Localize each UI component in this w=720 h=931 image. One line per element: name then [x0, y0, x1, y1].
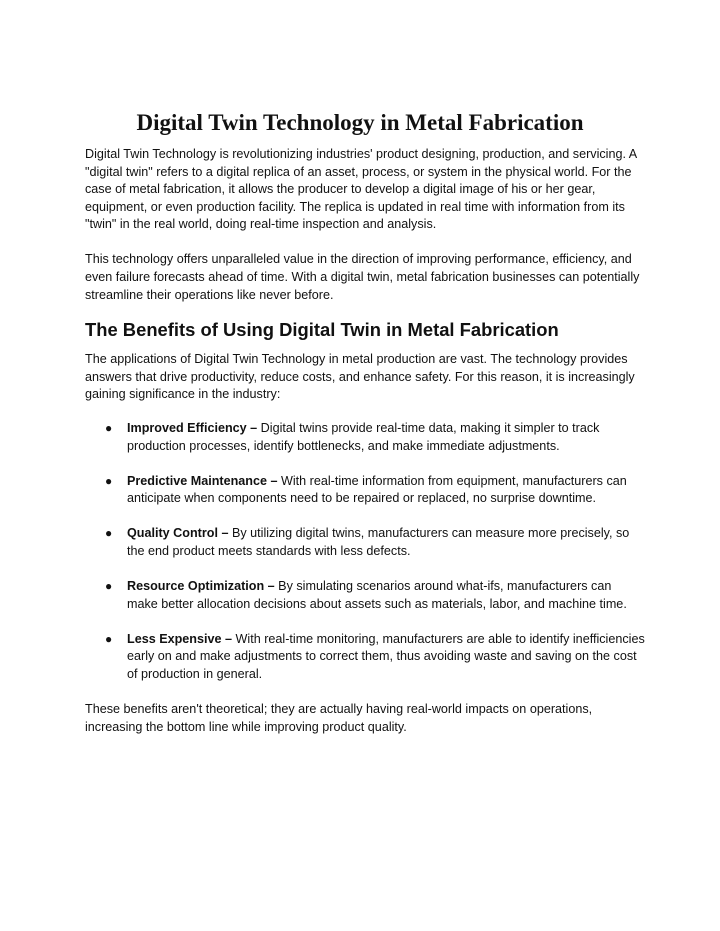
benefit-term: Less Expensive – — [127, 631, 233, 646]
section-lead-paragraph: The applications of Digital Twin Technology in metal production are vast. The technology provides answers that drive productivity, reduce costs, and enhance safety. For this reason, it is increasingly gaining significance in the industry: — [85, 352, 635, 402]
benefit-text: With real-time information from equipment, manufacturers can anticipate when components need to be repaired or replaced, no surprise downtime. — [127, 473, 627, 506]
benefit-term: Resource Optimization – — [127, 579, 275, 594]
benefits-list — [85, 420, 645, 684]
benefit-text: By utilizing digital twins, manufacturers can measure more precisely, so the end product meets standards with less defects. — [127, 526, 630, 558]
bullet-icon: ● — [105, 579, 113, 594]
benefit-text: With real-time monitoring, manufacturers are able to identify inefficiencies early on and make adjustments to correct them, thus avoiding waste and saving on the cost of production in general. — [127, 631, 645, 681]
bullet-icon: ● — [105, 631, 113, 646]
intro-paragraph-1: Digital Twin Technology is revolutionizing industries' product designing, production, and servicing. A "digital twin" refers to a digital replica of an asset, process, or system in the physical world. For the case of metal fabrication, it allows the producer to develop a digital image of his or her gear, equipment, or even production facility. The replica is updated in real time with information from its "twin" in the real world, doing real-time inspection and analysis. — [85, 147, 637, 232]
benefit-text: By simulating scenarios around what-ifs, manufacturers can make better allocation decisions about assets such as materials, labor, and machine time. — [127, 579, 627, 611]
document-page — [85, 108, 645, 736]
benefit-term: Predictive Maintenance – — [127, 473, 278, 488]
bullet-icon: ● — [105, 526, 113, 541]
benefit-term: Quality Control – — [127, 526, 229, 541]
benefit-text: Digital twins provide real-time data, making it simpler to track production processes, identify bottlenecks, and make immediate adjustments. — [127, 421, 600, 453]
list-item — [85, 473, 645, 508]
list-item — [85, 578, 645, 613]
closing-paragraph: These benefits aren't theoretical; they are actually having real-world impacts on operations, increasing the bottom line while improving product quality. — [85, 702, 593, 734]
document-title: Digital Twin Technology in Metal Fabrication — [136, 110, 584, 135]
bullet-icon: ● — [105, 473, 113, 488]
intro-paragraph-2: This technology offers unparalleled value in the direction of improving performance, efficiency, and even failure forecasts ahead of time. With a digital twin, metal fabrication businesses can potentially streamline their operations like never before. — [85, 252, 640, 302]
list-item — [85, 420, 645, 455]
bullet-icon: ● — [105, 421, 113, 436]
list-item — [85, 631, 645, 684]
benefit-term: Improved Efficiency – — [127, 421, 258, 436]
list-item — [85, 525, 645, 560]
section-heading: The Benefits of Using Digital Twin in Metal Fabrication — [85, 319, 559, 341]
